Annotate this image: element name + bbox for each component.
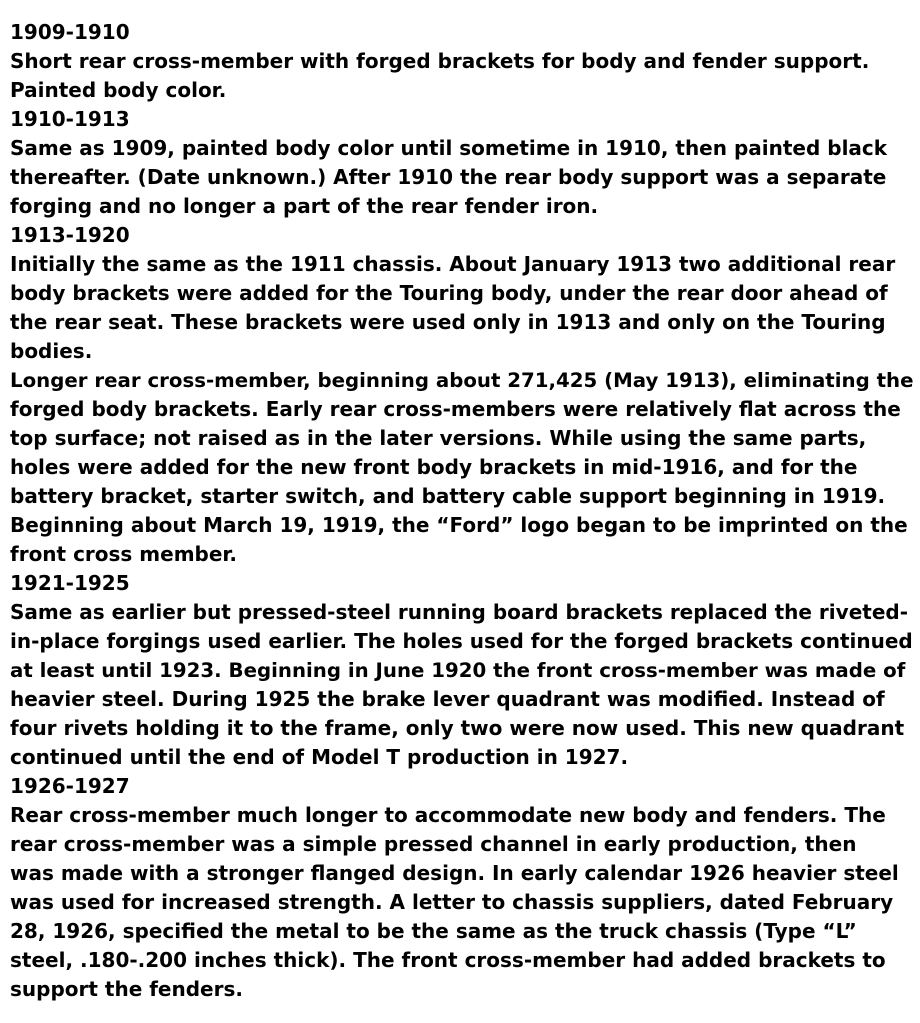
section-heading: 1921-1925 xyxy=(10,571,130,595)
section-1926-1927 xyxy=(10,772,916,1004)
section-1910-1913 xyxy=(10,105,916,221)
body-line: steel, .180-.200 inches thick). The front cross-member had added brackets to xyxy=(10,948,886,972)
body-line: forging and no longer a part of the rear fender iron. xyxy=(10,194,599,218)
body-line: body brackets were added for the Touring body, under the rear door ahead of xyxy=(10,281,888,305)
body-line: forged body brackets. Early rear cross-members were relatively flat across the xyxy=(10,397,901,421)
body-line: Short rear cross-member with forged brackets for body and fender support. xyxy=(10,49,870,73)
body-line: rear cross-member was a simple pressed channel in early production, then xyxy=(10,832,857,856)
body-line: front cross member. xyxy=(10,542,238,566)
section-heading: 1926-1927 xyxy=(10,774,130,798)
body-line: support the fenders. xyxy=(10,977,243,1001)
body-line: Initially the same as the 1911 chassis. About January 1913 two additional rear xyxy=(10,252,896,276)
document-body xyxy=(10,18,916,1004)
body-line: was used for increased strength. A letter to chassis suppliers, dated February xyxy=(10,890,894,914)
body-line: battery bracket, starter switch, and battery cable support beginning in 1919. xyxy=(10,484,886,508)
body-line: four rivets holding it to the frame, only two were now used. This new quadrant xyxy=(10,716,905,740)
section-heading: 1909-1910 xyxy=(10,20,130,44)
body-line: holes were added for the new front body brackets in mid-1916, and for the xyxy=(10,455,858,479)
body-line: top surface; not raised as in the later versions. While using the same parts, xyxy=(10,426,867,450)
body-line: Rear cross-member much longer to accommodate new body and fenders. The xyxy=(10,803,886,827)
body-line: the rear seat. These brackets were used only in 1913 and only on the Touring xyxy=(10,310,886,334)
body-line: was made with a stronger flanged design. In early calendar 1926 heavier steel xyxy=(10,861,899,885)
body-line: heavier steel. During 1925 the brake lever quadrant was modified. Instead of xyxy=(10,687,885,711)
body-line: Painted body color. xyxy=(10,78,227,102)
body-line: in-place forgings used earlier. The holes used for the forged brackets continued xyxy=(10,629,913,653)
section-heading: 1913-1920 xyxy=(10,223,130,247)
body-line: Same as earlier but pressed-steel running board brackets replaced the riveted- xyxy=(10,600,908,624)
section-1913-1920 xyxy=(10,221,916,569)
body-line: bodies. xyxy=(10,339,93,363)
section-1921-1925 xyxy=(10,569,916,772)
body-line: Beginning about March 19, 1919, the “Ford” logo began to be imprinted on the xyxy=(10,513,908,537)
body-line: Same as 1909, painted body color until sometime in 1910, then painted black xyxy=(10,136,888,160)
body-line: at least until 1923. Beginning in June 1920 the front cross-member was made of xyxy=(10,659,906,682)
body-line: 28, 1926, specified the metal to be the same as the truck chassis (Type “L” xyxy=(10,919,857,943)
section-heading: 1910-1913 xyxy=(10,107,130,131)
body-line: Longer rear cross-member, beginning about 271,425 (May 1913), eliminating the xyxy=(10,369,914,392)
body-line: thereafter. (Date unknown.) After 1910 the rear body support was a separate xyxy=(10,165,887,189)
section-1909-1910 xyxy=(10,18,916,105)
body-line: continued until the end of Model T production in 1927. xyxy=(10,745,629,769)
